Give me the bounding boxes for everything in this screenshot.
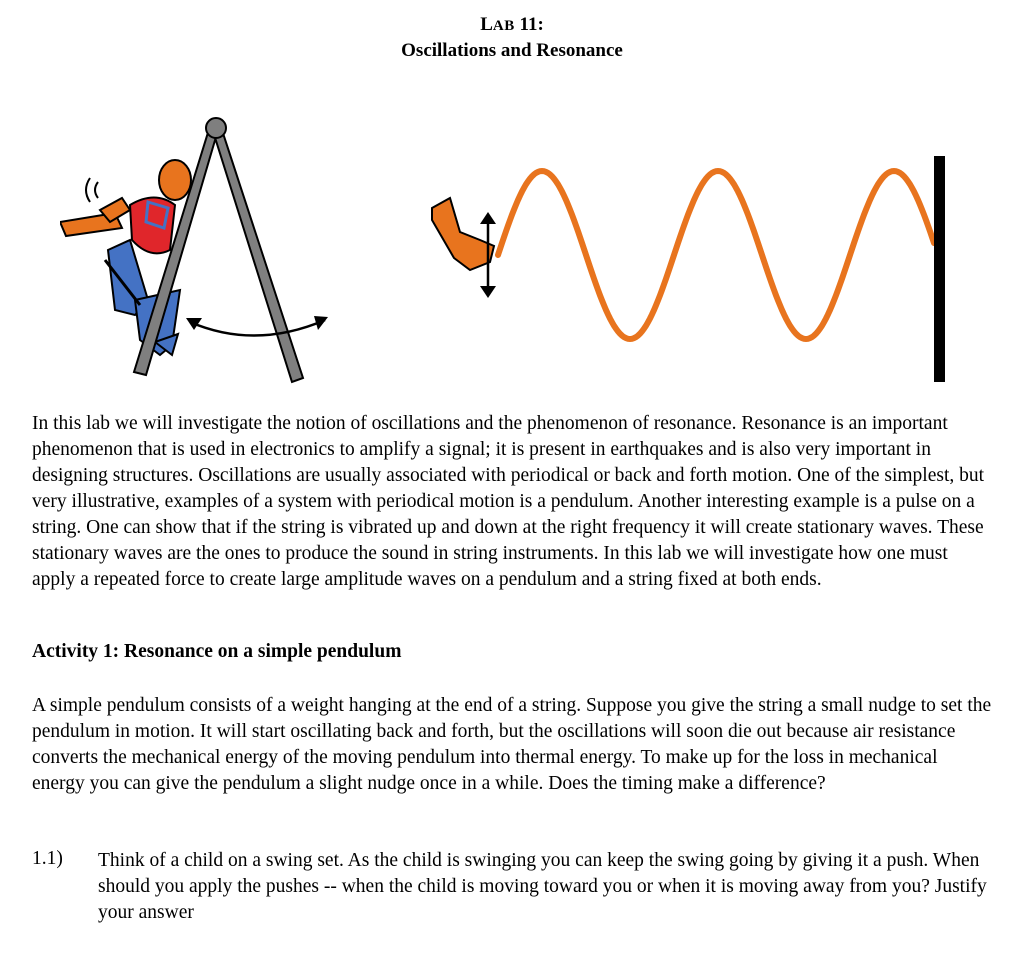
standing-wave-icon bbox=[420, 150, 960, 385]
question-text: Think of a child on a swing set. As the child is swinging you can keep the swing going by giving it a push. When should you apply the pushes -- when the child is moving toward you or when it is moving away from you? Justify your answer bbox=[98, 850, 987, 923]
intro-paragraph: In this lab we will investigate the notion of oscillations and the phenomenon of resonance. Resonance is an important phenomenon that is used in electronics to amplify a signal; it is present in earthquakes and is also very important in designing structures. Oscillations are usually associated with periodical or back and forth motion. One of the simplest, but very illustrative, examples of a system with periodical motion is a pendulum. Another interesting example is a pulse on a string. One can show that if the string is vibrated up and down at the right frequency it will create stationary waves. These stationary waves are the ones to produce the sound in string instruments. In this lab we will investigate how one must apply a repeated force to create large amplitude waves on a pendulum and a string fixed at both ends. bbox=[32, 413, 985, 590]
activity-paragraph: A simple pendulum consists of a weight hanging at the end of a string. Suppose you give the string a small nudge to set the pendulum in motion. It will start oscillating back and forth, but the oscillations will soon die out because air resistance converts the mechanical energy of the moving pendulum into thermal energy. To make up for the loss in mechanical energy you can give the pendulum a slight nudge once in a while. Does the timing make a difference? bbox=[32, 695, 992, 794]
activity-heading: Activity 1: Resonance on a simple pendulum bbox=[32, 641, 402, 662]
question-number: 1.1) bbox=[32, 848, 63, 869]
lab-subtitle: Oscillations and Resonance bbox=[401, 40, 623, 61]
child-on-swing-icon bbox=[60, 110, 350, 390]
lab-number-title: LAB 11: bbox=[480, 14, 544, 35]
